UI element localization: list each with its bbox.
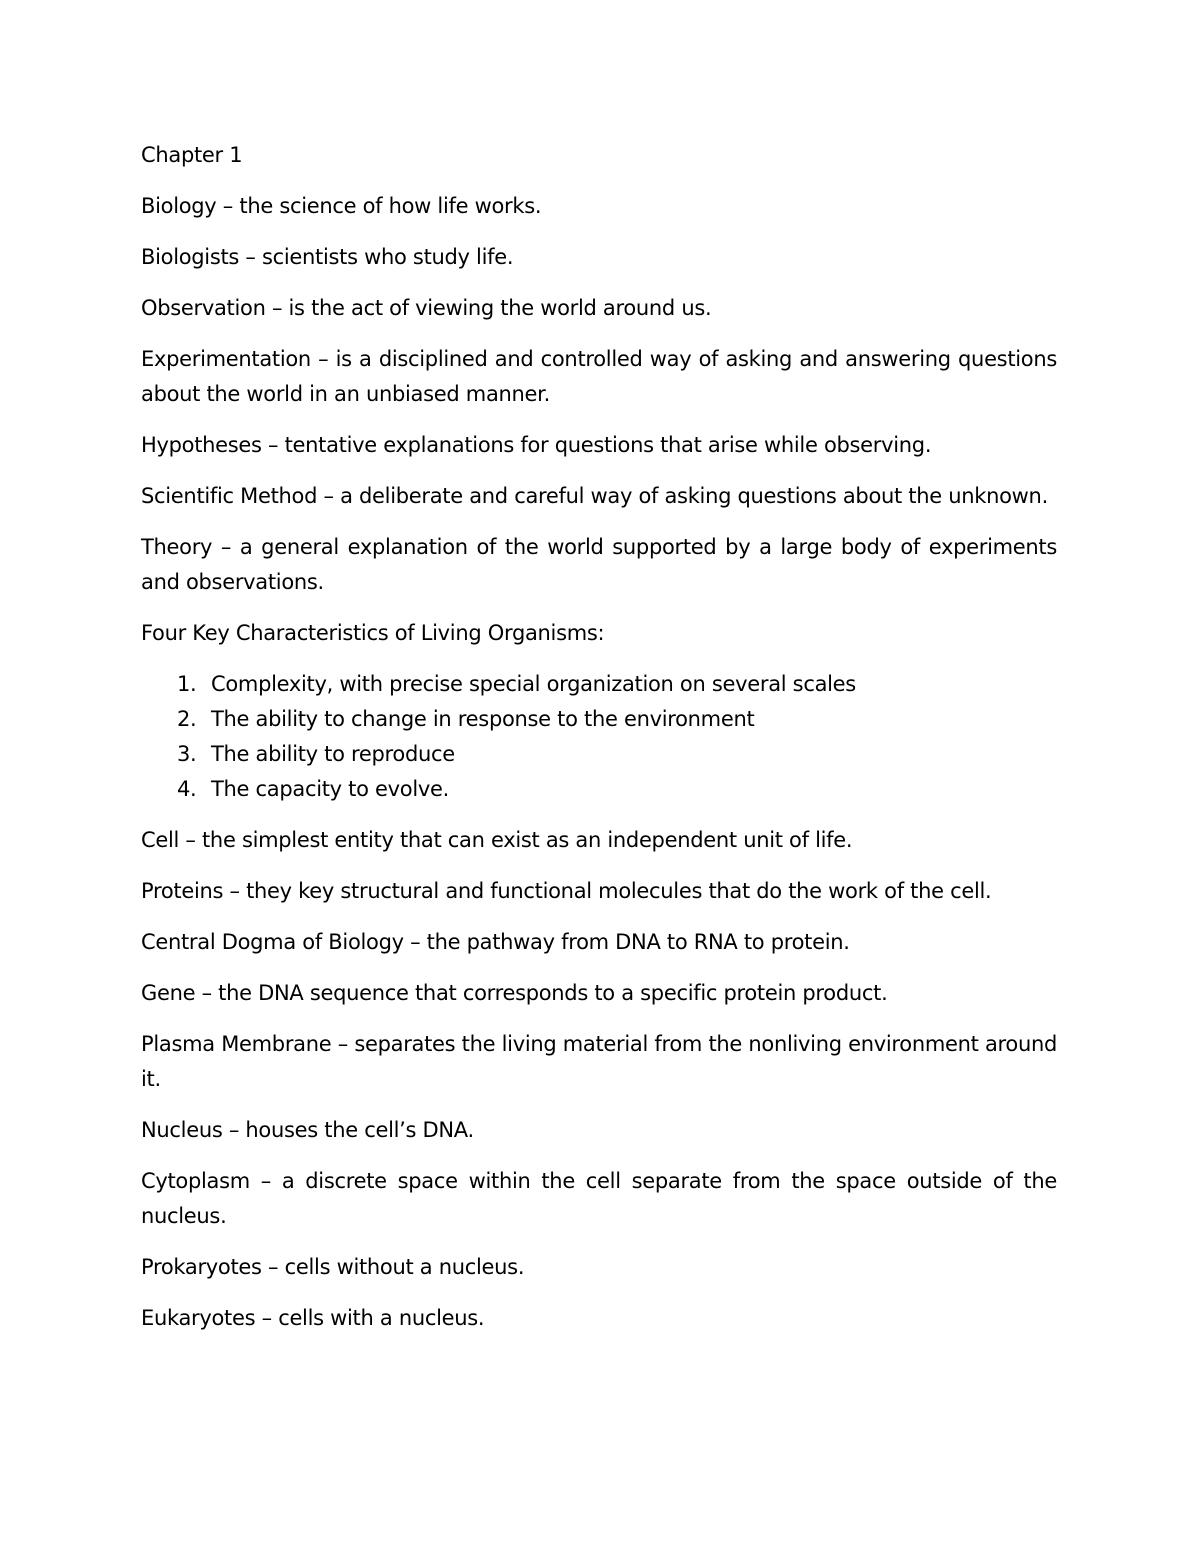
paragraph-eukaryotes: Eukaryotes – cells with a nucleus. [141,1306,485,1330]
paragraph-prokaryotes: Prokaryotes – cells without a nucleus. [141,1255,525,1279]
paragraph-hypotheses: Hypotheses – tentative explanations for questions that arise while observing. [141,433,932,457]
paragraph-cytoplasm: Cytoplasm – a discrete space within the cell separate from the space outside of the nucleus. [141,1169,1057,1228]
list-item [177,667,1057,702]
list-item-number: 3. [177,742,197,766]
list-item-text: Complexity, with precise special organization on several scales [211,672,856,696]
document-body [141,138,1057,1352]
paragraph-observation: Observation – is the act of viewing the world around us. [141,296,712,320]
list-item-text: The ability to change in response to the environment [211,707,755,731]
paragraph-nucleus: Nucleus – houses the cell’s DNA. [141,1118,474,1142]
list-item-number: 4. [177,777,197,801]
paragraph-biology: Biology – the science of how life works. [141,194,542,218]
paragraph-experimentation: Experimentation – is a disciplined and controlled way of asking and answering questions about the world in an unbiased manner. [141,347,1057,406]
paragraph-theory: Theory – a general explanation of the world supported by a large body of experiments and observations. [141,535,1057,594]
list-item-number: 2. [177,707,197,731]
list-item [177,737,1057,772]
paragraph-cell: Cell – the simplest entity that can exist as an independent unit of life. [141,828,853,852]
paragraph-proteins: Proteins – they key structural and functional molecules that do the work of the cell. [141,879,992,903]
list-heading: Four Key Characteristics of Living Organisms: [141,621,605,645]
list-item-text: The ability to reproduce [211,742,455,766]
paragraph-plasma-membrane: Plasma Membrane – separates the living material from the nonliving environment around it. [141,1032,1057,1091]
list-item-text: The capacity to evolve. [211,777,449,801]
paragraph-central-dogma: Central Dogma of Biology – the pathway from DNA to RNA to protein. [141,930,850,954]
list-item [177,772,1057,807]
paragraph-scientific-method: Scientific Method – a deliberate and careful way of asking questions about the unknown. [141,484,1048,508]
paragraph-biologists: Biologists – scientists who study life. [141,245,514,269]
characteristics-list [141,667,1057,807]
chapter-title: Chapter 1 [141,143,243,167]
paragraph-gene: Gene – the DNA sequence that corresponds to a specific protein product. [141,981,888,1005]
list-item-number: 1. [177,672,197,696]
list-item [177,702,1057,737]
